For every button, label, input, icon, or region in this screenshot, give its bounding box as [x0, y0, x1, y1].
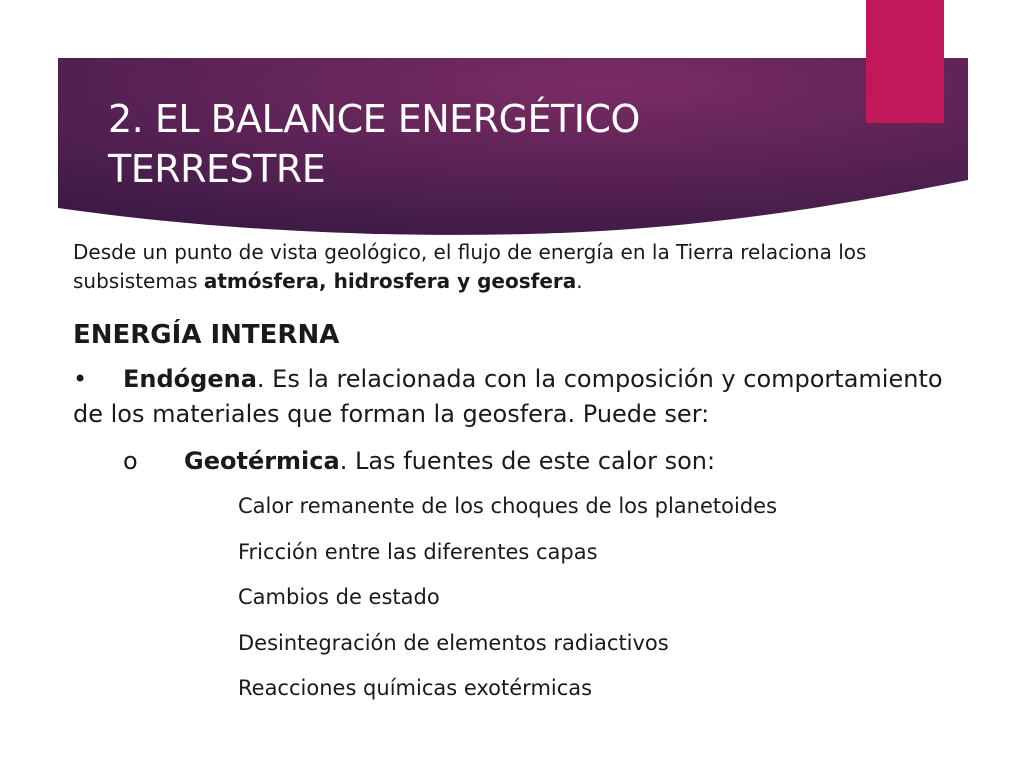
- bullet-endogena: [73, 362, 953, 432]
- intro-period: .: [576, 269, 583, 293]
- list-item: Fricción entre las diferentes capas: [238, 539, 598, 564]
- section-heading: ENERGÍA INTERNA: [73, 320, 340, 350]
- sub-item-marker: o: [123, 447, 138, 475]
- accent-tab: [866, 0, 944, 123]
- slide-title-line-2: TERRESTRE: [108, 147, 326, 191]
- slide-title-line-1: 2. EL BALANCE ENERGÉTICO: [108, 97, 640, 141]
- slide-body: [73, 238, 953, 712]
- list-item: Desintegración de elementos radiactivos: [238, 630, 669, 655]
- bullet-bold-label: Endógena: [123, 365, 257, 393]
- slide-title: [108, 94, 808, 194]
- sub-item-text: . Las fuentes de este calor son:: [339, 447, 716, 475]
- list-item: Cambios de estado: [238, 585, 440, 609]
- sub-item-bold-label: Geotérmica: [184, 447, 340, 475]
- list-item: Reacciones químicas exotérmicas: [238, 676, 593, 700]
- sub-item-geotermica: [73, 444, 953, 478]
- intro-paragraph: [73, 238, 953, 296]
- bullet-text: . Es la relacionada con la composición y comportamiento de los materiales que forman la geosfera. Puede ser:: [73, 365, 943, 428]
- intro-text: Desde un punto de vista geológico, el flujo de energía en la Tierra relaciona los subsistemas: [73, 240, 867, 293]
- list-item: Calor remanente de los choques de los planetoides: [238, 494, 778, 518]
- heat-sources-list: [73, 484, 953, 712]
- bullet-marker: •: [73, 365, 88, 393]
- intro-bold-subsystems: atmósfera, hidrosfera y geosfera: [203, 269, 577, 293]
